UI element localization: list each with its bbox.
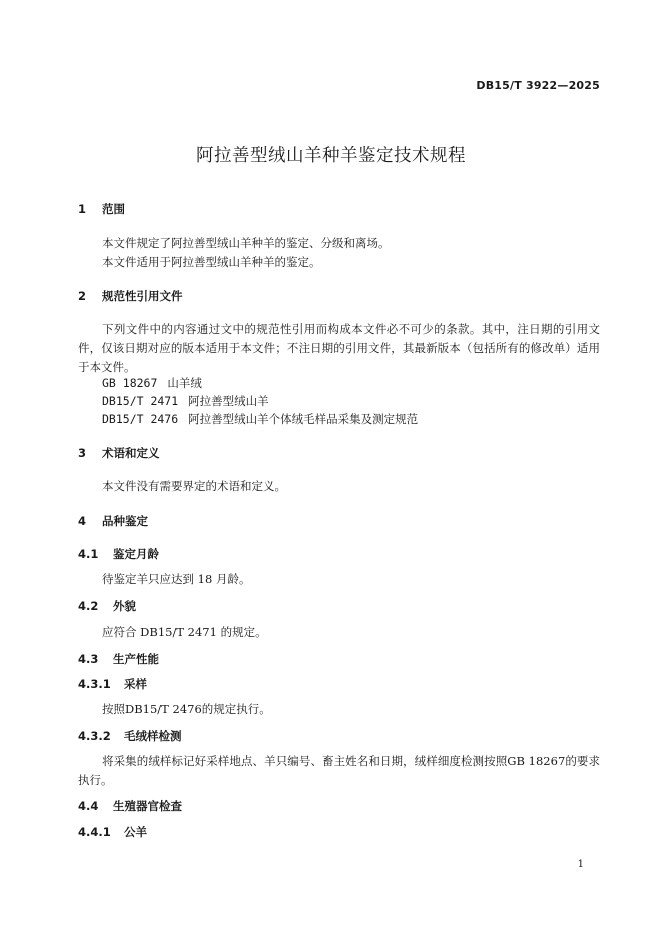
section-title: 规范性引用文件 (102, 289, 183, 303)
reference-code: GB 18267 (102, 376, 158, 390)
section-number: 4.3.1 (78, 677, 111, 691)
reference-item (102, 375, 202, 391)
section-4-3-1-heading (78, 676, 147, 692)
reference-code: DB15/T 2476 (102, 412, 179, 426)
section-4-1-heading (78, 546, 159, 562)
section-number: 4.3 (78, 652, 99, 666)
section-number: 4.4.1 (78, 825, 111, 839)
section-1-paragraph-1: 本文件规定了阿拉善型绒山羊种羊的鉴定、分级和离场。 (102, 236, 390, 250)
section-1-paragraph-2: 本文件适用于阿拉善型绒山羊种羊的鉴定。 (102, 255, 321, 269)
section-number: 4.4 (78, 799, 99, 813)
section-4-4-1-heading (78, 824, 147, 840)
section-number: 4.3.2 (78, 729, 111, 743)
section-title: 外貌 (113, 599, 137, 613)
section-1-heading (78, 201, 125, 217)
section-title: 品种鉴定 (102, 514, 149, 528)
section-2-paragraph-1: 下列文件中的内容通过文中的规范性引用而构成本文件必不可少的条款。其中，注日期的引用文件，仅该日期对应的版本适用于本文件；不注日期的引用文件，其最新版本（包括所有的修改单）适用于本文件。 (78, 322, 600, 374)
standard-code: DB15/T 3922—2025 (476, 79, 600, 92)
section-3-paragraph-1: 本文件没有需要界定的术语和定义。 (102, 479, 286, 493)
page-number: 1 (577, 859, 584, 870)
section-4-3-2-paragraph-1: 将采集的绒样标记好采样地点、羊只编号、畜主姓名和日期，绒样细度检测按照GB 18267的要求执行。 (78, 754, 600, 787)
section-number: 4.1 (78, 547, 99, 561)
reference-item (102, 411, 418, 427)
section-title: 术语和定义 (102, 446, 160, 460)
reference-name: 阿拉善型绒山羊 (188, 394, 269, 408)
section-number: 2 (78, 289, 87, 303)
section-4-1-paragraph-1: 待鉴定羊只应达到 18 月龄。 (102, 572, 251, 586)
section-title: 采样 (124, 677, 148, 691)
section-title: 范围 (102, 202, 126, 216)
section-title: 鉴定月龄 (113, 547, 160, 561)
reference-name: 山羊绒 (167, 376, 202, 390)
document-title: 阿拉善型绒山羊种羊鉴定技术规程 (196, 146, 466, 166)
section-4-2-heading (78, 598, 136, 614)
section-title: 生殖器官检查 (113, 799, 183, 813)
section-4-3-2-heading (78, 728, 182, 744)
section-4-3-heading (78, 651, 159, 667)
section-title: 毛绒样检测 (124, 729, 182, 743)
section-4-4-heading (78, 798, 182, 814)
reference-code: DB15/T 2471 (102, 394, 179, 408)
section-4-3-1-paragraph-1: 按照DB15/T 2476的规定执行。 (102, 702, 271, 716)
reference-item (102, 393, 269, 409)
section-3-heading (78, 445, 160, 461)
section-title: 生产性能 (113, 652, 160, 666)
section-title: 公羊 (124, 825, 148, 839)
reference-name: 阿拉善型绒山羊个体绒毛样品采集及测定规范 (188, 412, 419, 426)
section-number: 3 (78, 446, 87, 460)
section-number: 4 (78, 514, 87, 528)
section-4-2-paragraph-1: 应符合 DB15/T 2471 的规定。 (102, 625, 267, 639)
section-number: 1 (78, 202, 87, 216)
section-4-heading (78, 513, 148, 529)
section-2-heading (78, 288, 183, 304)
section-number: 4.2 (78, 599, 99, 613)
